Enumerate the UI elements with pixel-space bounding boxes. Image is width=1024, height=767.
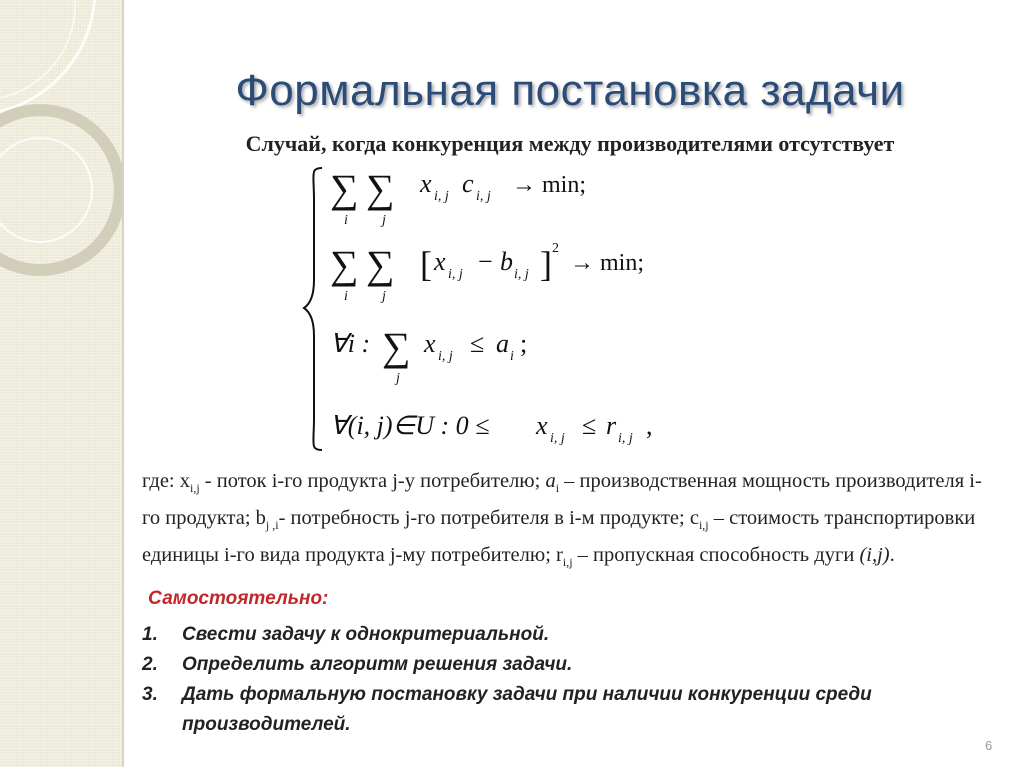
bracket-open: [ bbox=[420, 244, 432, 284]
var-x: x bbox=[536, 411, 548, 440]
sum-index: i bbox=[344, 289, 348, 304]
sum-index: j bbox=[382, 213, 386, 228]
item-text: Определить алгоритм решения задачи. bbox=[182, 654, 573, 675]
desc-text: - поток i-го продукта j-у потребителю; bbox=[199, 470, 546, 492]
sum-symbol: ∑ bbox=[382, 324, 411, 369]
sum-index: j bbox=[382, 289, 386, 304]
sum-symbol: ∑ bbox=[330, 242, 359, 287]
desc-text: – стоимость транспортировки единицы i-го вида продукта j-му потребителю; r bbox=[142, 507, 976, 567]
slide-subtitle: Случай, когда конкуренция между производителями отсутствует bbox=[245, 131, 895, 156]
list-item bbox=[142, 680, 982, 740]
power: 2 bbox=[552, 241, 559, 256]
decorative-sidebar bbox=[0, 0, 122, 767]
subscript: i, j bbox=[550, 431, 565, 446]
var-a: a bbox=[496, 329, 509, 358]
desc-text: – пропускная способность дуги bbox=[572, 544, 860, 567]
formula-line-1 bbox=[330, 166, 586, 228]
var-x: x bbox=[424, 329, 436, 358]
objective-min: → min; bbox=[512, 172, 587, 198]
leq: ≤ bbox=[582, 411, 597, 440]
desc-subscript: i,j bbox=[190, 481, 200, 496]
forall-i: ∀i : bbox=[330, 329, 371, 358]
subscript: i bbox=[510, 349, 514, 364]
list-item bbox=[142, 650, 982, 680]
item-number: 1. bbox=[142, 624, 158, 645]
desc-text: – производственная мощность производителя i-го продукта; b bbox=[142, 470, 982, 530]
item-text: Свести задачу к однокритериальной. bbox=[182, 624, 550, 645]
forall-ij-constraint: ∀(i, j)∈U : 0 ≤ bbox=[330, 411, 490, 440]
self-study-list bbox=[142, 620, 982, 740]
item-number: 2. bbox=[142, 654, 158, 675]
self-study-heading: Самостоятельно: bbox=[148, 588, 329, 609]
sum-symbol: ∑ bbox=[330, 166, 359, 211]
formula-line-3 bbox=[330, 324, 527, 386]
decorative-circles bbox=[0, 0, 122, 767]
variable-description bbox=[142, 466, 982, 577]
list-item bbox=[142, 620, 982, 650]
subscript: i, j bbox=[514, 267, 529, 282]
comma: , bbox=[646, 411, 653, 440]
item-number: 3. bbox=[142, 684, 158, 705]
desc-subscript: i bbox=[555, 481, 560, 496]
desc-var: a bbox=[545, 470, 556, 492]
formula-system bbox=[300, 160, 720, 460]
minus: − bbox=[478, 247, 493, 276]
leq: ≤ bbox=[470, 329, 485, 358]
subscript: i, j bbox=[434, 189, 449, 204]
var-x: x bbox=[434, 247, 446, 276]
desc-text: где: x bbox=[142, 470, 190, 492]
bracket-close: ] bbox=[540, 244, 552, 284]
desc-subscript: j ,i bbox=[265, 518, 279, 533]
objective-min: → min; bbox=[570, 250, 645, 276]
sidebar-divider bbox=[122, 0, 124, 767]
desc-text: - потребность j-го потребителя в i-м продукте; c bbox=[278, 507, 699, 530]
var-c: c bbox=[462, 169, 474, 198]
desc-text: . bbox=[889, 544, 895, 567]
desc-var: (i,j) bbox=[859, 544, 890, 567]
sum-index: i bbox=[344, 213, 348, 228]
desc-subscript: i,j bbox=[698, 518, 709, 533]
sum-symbol: ∑ bbox=[366, 166, 395, 211]
sum-index: j bbox=[396, 371, 400, 386]
subscript: i, j bbox=[476, 189, 491, 204]
item-text: Дать формальную постановку задачи при наличии конкуренции среди производителей. bbox=[182, 684, 872, 735]
semicolon: ; bbox=[520, 329, 528, 358]
subscript: i, j bbox=[438, 349, 453, 364]
desc-subscript: i,j bbox=[562, 555, 573, 570]
var-b: b bbox=[500, 247, 513, 276]
var-r: r bbox=[606, 411, 617, 440]
page-number: 6 bbox=[985, 738, 993, 753]
sum-symbol: ∑ bbox=[366, 242, 395, 287]
system-brace bbox=[304, 168, 322, 450]
slide-title: Формальная постановка задачи bbox=[235, 66, 905, 115]
subscript: i, j bbox=[618, 431, 633, 446]
subscript: i, j bbox=[448, 267, 463, 282]
formula-line-2 bbox=[330, 241, 644, 304]
var-x: x bbox=[420, 169, 432, 198]
formula-line-4 bbox=[330, 411, 653, 446]
